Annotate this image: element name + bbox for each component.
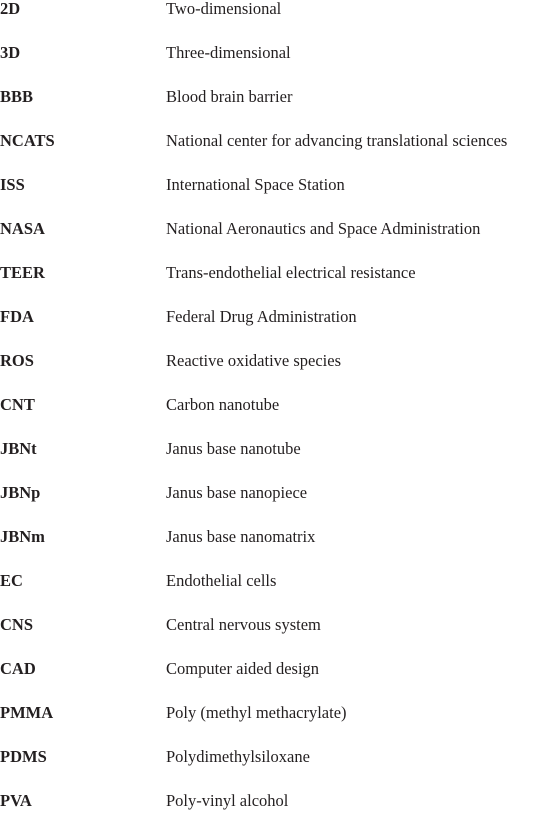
abbreviation-term: 3D	[0, 43, 21, 62]
abbreviation-term: JBNp	[0, 483, 41, 502]
abbreviation-definition: Janus base nanomatrix	[166, 527, 316, 546]
abbreviation-term: PDMS	[0, 747, 47, 766]
abbreviation-term: TEER	[0, 263, 45, 282]
abbreviation-definition: National center for advancing translational sciences	[166, 131, 508, 150]
abbreviation-row	[0, 350, 558, 394]
abbreviation-row	[0, 174, 558, 218]
abbreviation-definition: Janus base nanotube	[166, 439, 301, 458]
abbreviation-row	[0, 262, 558, 306]
abbreviation-term: NCATS	[0, 131, 55, 150]
abbreviation-term: PVA	[0, 791, 32, 810]
abbreviation-row	[0, 130, 558, 174]
abbreviation-term: PMMA	[0, 703, 54, 722]
abbreviation-definition: Federal Drug Administration	[166, 307, 357, 326]
abbreviation-definition: Computer aided design	[166, 659, 320, 678]
abbreviation-row	[0, 0, 558, 42]
abbreviation-definition: Blood brain barrier	[166, 87, 293, 106]
abbreviation-term: CNS	[0, 615, 34, 634]
abbreviation-row	[0, 658, 558, 702]
abbreviation-term: BBB	[0, 87, 34, 106]
abbreviation-definition: Trans-endothelial electrical resistance	[166, 263, 416, 282]
abbreviation-definition: Polydimethylsiloxane	[166, 747, 310, 766]
abbreviation-term: FDA	[0, 307, 34, 326]
abbreviation-row	[0, 526, 558, 570]
abbreviation-row	[0, 394, 558, 438]
abbreviation-definition: Carbon nanotube	[166, 395, 280, 414]
abbreviation-definition: National Aeronautics and Space Administration	[166, 219, 481, 238]
abbreviation-definition: Three-dimensional	[166, 43, 291, 62]
abbreviation-row	[0, 482, 558, 526]
abbreviation-row	[0, 702, 558, 746]
abbreviation-definition: Poly (methyl methacrylate)	[166, 703, 347, 722]
abbreviation-definition: Central nervous system	[166, 615, 321, 634]
abbreviation-term: CAD	[0, 659, 36, 678]
abbreviation-term: NASA	[0, 219, 45, 238]
abbreviation-row	[0, 438, 558, 482]
abbreviation-definition: Two-dimensional	[166, 0, 282, 18]
abbreviation-row	[0, 570, 558, 614]
abbreviation-row	[0, 86, 558, 130]
abbreviation-definition: International Space Station	[166, 175, 345, 194]
abbreviation-row	[0, 790, 558, 834]
abbreviation-term: ISS	[0, 175, 25, 194]
abbreviation-term: EC	[0, 571, 23, 590]
abbreviation-term: ROS	[0, 351, 34, 370]
abbreviation-definition: Poly-vinyl alcohol	[166, 791, 289, 810]
abbreviation-row	[0, 42, 558, 86]
abbreviation-term: JBNt	[0, 439, 37, 458]
abbreviation-definition: Janus base nanopiece	[166, 483, 308, 502]
abbreviation-term: 2D	[0, 0, 21, 18]
abbreviation-row	[0, 306, 558, 350]
abbreviation-row	[0, 614, 558, 658]
abbreviation-term: JBNm	[0, 527, 45, 546]
abbreviation-row	[0, 218, 558, 262]
abbreviation-definition: Reactive oxidative species	[166, 351, 342, 370]
abbreviation-term: CNT	[0, 395, 35, 414]
abbreviation-definition: Endothelial cells	[166, 571, 277, 590]
abbreviation-row	[0, 746, 558, 790]
